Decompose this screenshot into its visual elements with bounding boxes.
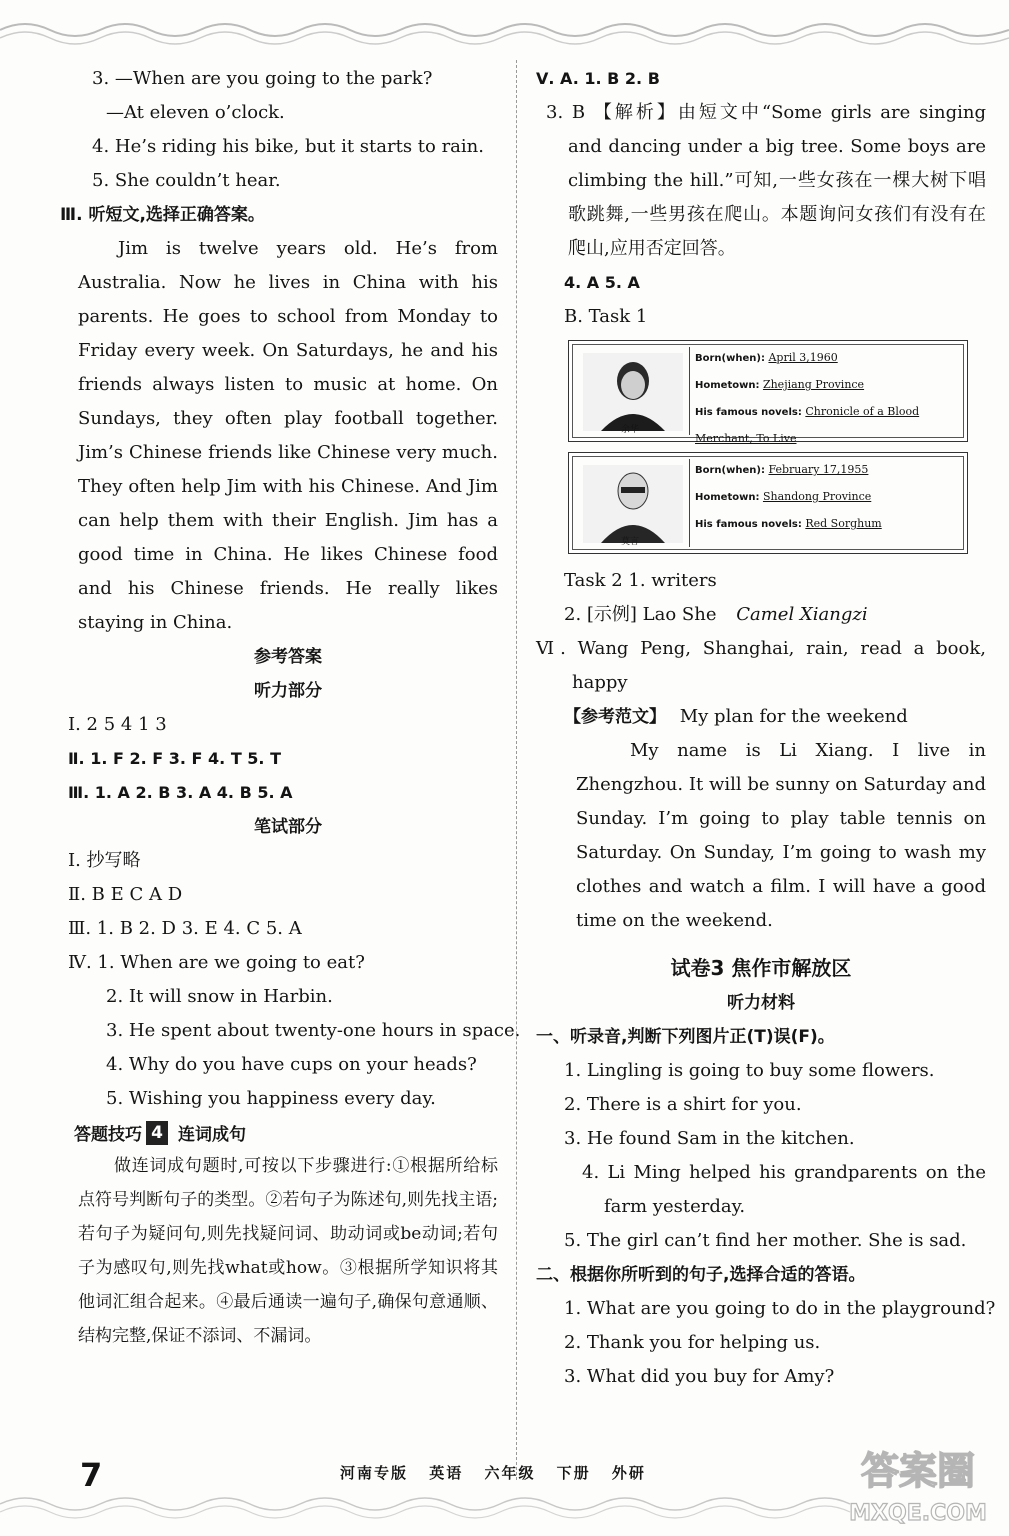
born-value: February 17,1955 [768,463,869,476]
portrait-caption: 余华 [621,425,640,435]
novels-value: Red Sorghum [805,517,882,530]
task-heading: B. Task 1 [564,306,648,327]
novels-value: Chronicle of a Blood Merchant, To Live [695,405,920,445]
novels-label: His famous novels: [695,407,802,418]
writer-card [568,340,968,445]
hometown-value: Zhejiang Province [762,378,865,391]
dialog-line: 3. —When are you going to the park? [92,68,433,89]
written-heading: 笔试部分 [254,817,322,837]
listening-item: 1. Lingling is going to buy some flowers. [564,1060,935,1081]
paper-title: 试卷3 焦作市解放区 [670,956,852,980]
essay-title: My plan for the weekend [679,706,908,727]
answer-row: Ⅲ. 1. A 2. B 3. A 4. B 5. A [68,783,293,802]
column-divider [516,60,517,1480]
tip-heading [74,1120,498,1145]
answer-row: Ⅳ. 1. When are we going to eat? [68,952,365,973]
answer-row: Ⅰ. 2 5 4 1 3 [68,714,167,735]
left-column [60,62,521,1353]
card-info [695,457,882,538]
born-label: Born(when): [695,465,765,476]
listening-item: 5. The girl can’t find her mother. She is sad. [564,1230,967,1251]
page-number: 7 [80,1456,103,1494]
part-heading: 一、听录音,判断下列图片正(T)误(F)。 [536,1027,835,1047]
section-heading: Ⅲ. 听短文,选择正确答案。 [60,205,265,225]
svg-text:答案圈: 答案圈 [860,1449,976,1493]
writer-card [568,452,968,554]
essay-heading [536,700,986,734]
tip-number: 4 [146,1121,168,1145]
passage-text: Jim is twelve years old. He’s from Australia. Now he lives in China with his parents. He goes to school from Monday to Friday every week. On Saturdays, he and his friends always listen to music at home. On Sundays, they often play football together. Jim’s Chinese friends like Chinese very much. They often help Jim with his Chinese. And Jim can help them with their English. Jim has a good time in China. He likes Chinese food and his Chinese friends. He really likes staying in China. [78,238,498,633]
top-wave-border [0,0,1009,52]
answer-row: Ⅱ. 1. F 2. F 3. F 4. T 5. T [68,749,281,768]
bottom-wave-border [0,1488,1009,1536]
analysis-text: 3. B 【解析】由短文中“Some girls are singing and dancing under a big tree. Some boys are climbing the hill.”可知,一些女孩在一棵大树下唱歌跳舞,一些男孩在爬山。本题询问女孩们有没有在爬山,应用否定回答。 [546,102,986,259]
card-info [695,345,935,452]
svg-text:MXQE.COM: MXQE.COM [849,1501,987,1526]
answer-row: Task 2 1. writers [564,570,717,591]
listening-item: 1. What are you going to do in the playground? [564,1298,996,1319]
listening-item: 4. Li Ming helped his grandparents on the farm yesterday. [582,1162,986,1217]
born-label: Born(when): [695,353,765,364]
portrait-caption: 莫言 [621,537,640,547]
answer-row: Ⅰ. 抄写略 [68,850,141,871]
listening-item: 3. What did you buy for Amy? [564,1366,835,1387]
right-column [536,62,996,1394]
card-divider [689,347,690,435]
portrait-image [583,465,683,543]
listening-item: 3. He found Sam in the kitchen. [564,1128,855,1149]
answer-heading: 参考答案 [254,647,322,667]
portrait-image [583,353,683,431]
dialog-line: 5. She couldn’t hear. [92,170,281,191]
novels-label: His famous novels: [695,519,802,530]
listening-heading: 听力部分 [254,681,322,701]
hometown-value: Shandong Province [762,490,872,503]
footer-text: 河南专版 英语 六年级 下册 外研 [340,1464,646,1482]
material-heading: 听力材料 [727,993,795,1013]
listening-item: 2. There is a shirt for you. [564,1094,802,1115]
part-heading: 二、根据你所听到的句子,选择合适的答语。 [536,1265,866,1285]
essay-text: My name is Li Xiang. I live in Zhengzhou. It will be sunny on Saturday and Sunday. I’m going to play table tennis on Saturday. On Sunday, I’m going to wash my clothes and watch a film. I will have a good time on the weekend. [576,740,986,931]
answer-row: 4. A 5. A [564,273,640,292]
answer-row: Ⅴ. A. 1. B 2. B [536,69,660,88]
born-value: April 3,1960 [768,351,838,364]
tip-text: 做连词成句题时,可按以下步骤进行:①根据所给标点符号判断句子的类型。②若句子为陈述句,则先找主语;若句子为疑问句,则先找疑问词、助动词或be动词;若句子为感叹句,则先找what或how。③根据所学知识将其他词汇组合起来。④最后通读一遍句子,确保句意通顺、结构完整,保证不添词、不漏词。 [78,1156,498,1346]
answer-row: 2. It will snow in Harbin. [106,986,333,1007]
answer-row [536,598,986,632]
answer-row: 3. He spent about twenty-one hours in space. [106,1020,521,1041]
tip-title: 连词成句 [178,1125,246,1145]
answer-row: Ⅱ. B E C A D [68,884,183,905]
listening-item: 2. Thank you for helping us. [564,1332,821,1353]
answer-row: 5. Wishing you happiness every day. [106,1088,436,1109]
dialog-line: 4. He’s riding his bike, but it starts to rain. [92,136,484,157]
essay-label: 【参考范文】 [564,707,666,727]
answer-row: 4. Why do you have cups on your heads? [106,1054,477,1075]
dialog-line: —At eleven o’clock. [106,102,285,123]
hometown-label: Hometown: [695,380,760,391]
card-divider [689,459,690,547]
example-title: Camel Xiangzi [736,604,868,625]
tip-label: 答题技巧 [74,1125,142,1145]
hometown-label: Hometown: [695,492,760,503]
example-prefix: 2. [示例] Lao She [564,604,717,625]
answer-row: Ⅲ. 1. B 2. D 3. E 4. C 5. A [68,918,302,939]
answer-row: Ⅵ. Wang Peng, Shanghai, rain, read a book, happy [536,638,986,693]
